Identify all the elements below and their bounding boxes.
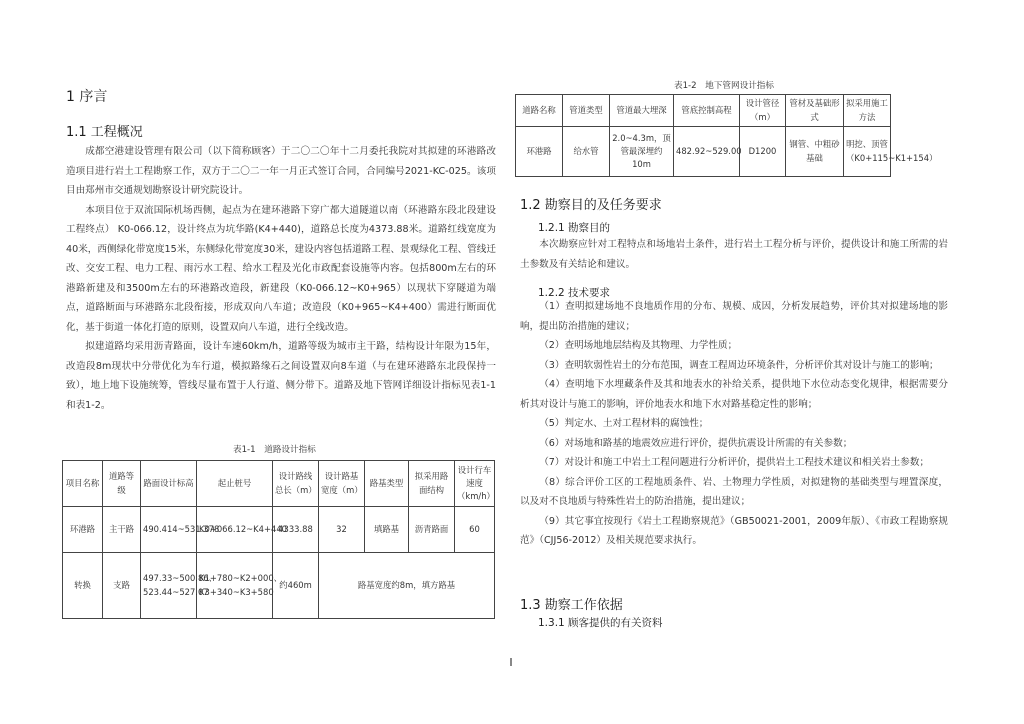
table-cell: 给水管 xyxy=(563,127,610,177)
table-cell: 明挖、顶管（K0+115~K1+154） xyxy=(844,127,891,177)
table-cell-merged: 路基宽度约8m，填方路基 xyxy=(319,553,495,619)
requirement-item: （2）查明场地地层结构及其物理、力学性质； xyxy=(539,340,738,351)
section-heading-1-1: 1.1 工程概况 xyxy=(66,125,143,140)
table-cell: 490.414~531.378 xyxy=(141,507,197,553)
header-cell: 拟采用施工方法 xyxy=(844,95,891,127)
purpose-paragraph: 本次勘察应针对工程特点和场地岩土条件，进行岩土工程分析与评价，提供设计和施工所需的岩土参数及有关结论和建议。 xyxy=(520,239,948,270)
section-heading-1: 1 序言 xyxy=(66,89,108,105)
requirement-item: （4）查明地下水埋藏条件及其和地表水的补给关系，提供地下水位动态变化规律，根据需要分析其对设计与施工的影响，评价地表水和地下水对路基稳定性的影响； xyxy=(520,379,948,410)
table-cell: 转换 xyxy=(63,553,103,619)
pipe-design-table xyxy=(515,94,938,177)
table-cell: 4333.88 xyxy=(273,507,319,553)
table-cell: D1200 xyxy=(740,127,786,177)
requirement-item: （1）查明拟建场地不良地质作用的分布、规模、成因，分析发展趋势，评价其对拟建场地的影响，提出防治措施的建议； xyxy=(520,301,948,332)
requirement-item: （9）其它事宜按现行《岩土工程勘察规范》（GB50021-2001，2009年版）、《市政工程勘察规范》（CJJ56-2012）及相关规范要求执行。 xyxy=(520,515,948,546)
header-cell: 管底控制高程 xyxy=(674,95,740,127)
table-cell: 钢管、中粗砂基础 xyxy=(786,127,844,177)
table-row xyxy=(63,507,495,553)
table-cell: 沥青路面 xyxy=(409,507,455,553)
table-1-1-caption: 表1-1 道路设计指标 xyxy=(233,445,316,455)
section-heading-1-3: 1.3 勘察工作依据 xyxy=(520,598,623,613)
table-header-row xyxy=(63,461,495,507)
table-cell: 支路 xyxy=(103,553,141,619)
table-cell: K0+066.12~K4+440 xyxy=(197,507,273,553)
table-cell: 主干路 xyxy=(103,507,141,553)
requirement-item: （5）判定水、土对工程材料的腐蚀性； xyxy=(539,418,709,429)
header-cell: 起止桩号 xyxy=(197,461,273,507)
section-heading-1-2: 1.2 勘察目的及任务要求 xyxy=(520,198,662,213)
header-cell: 路面设计标高 xyxy=(141,461,197,507)
paragraph-3: 拟建道路均采用沥青路面，设计车速60km/h，道路等级为城市主干路，结构设计年限为15年，改造段8m现状中分带优化为车行道，模拟路缘石之间设置双向8车道（与在建环港路东北段保持一致），地上地下设施统筹，管线尽量布置于人行道、侧分带下。道路及地下管网详细设计指标见表1-1和表1-2。 xyxy=(66,341,496,411)
header-cell: 管道最大埋深 xyxy=(610,95,674,127)
table-cell: 填路基 xyxy=(365,507,409,553)
header-cell: 道路等级 xyxy=(103,461,141,507)
header-cell: 设计路基宽度（m） xyxy=(319,461,365,507)
table-header-row xyxy=(516,95,891,127)
right-page xyxy=(512,0,1024,724)
header-cell: 管道类型 xyxy=(563,95,610,127)
requirement-item: （8）综合评价工区的工程地质条件、岩、土物理力学性质，对拟建物的基础类型与埋置深度，以及对不良地质与特殊性岩土的防治措施，提出建议； xyxy=(520,476,948,507)
table-cell: 环港路 xyxy=(63,507,103,553)
table-cell: 约460m xyxy=(273,553,319,619)
requirement-item: （3）查明软弱性岩土的分布范围，调查工程周边环境条件，分析评价其对设计与施工的影响； xyxy=(539,359,939,371)
paragraph-2: 本项目位于双流国际机场西侧，起点为在建环港路下穿广都大道隧道以南（环港路东段北段建设工程终点） K0-066.12，设计终点为坑华路(K4+440)，道路总长度为4373.88米。道路红线宽度为40米，西侧绿化带宽度15米，东侧绿化带宽度30米，建设内容包括道路工程、景观绿化工程、管线迁改、交安工程、电力工程、雨污水工程、给水工程及光化市政配套设施等内容。包括800m左右的环港路新建及和3500m左右的环港路改造段，新建段（K0-066.12~K0+965）以现状下穿隧道为端点，道路断面与环港路东北段衔接，形成双向八车道；改造段（K0+965~K4+400）需进行断面优化，基于街道一体化打造的原则，设置双向八车道，进行全线改造。 xyxy=(66,204,496,333)
header-cell: 设计行车速度（km/h） xyxy=(455,461,495,507)
header-cell: 路基类型 xyxy=(365,461,409,507)
table-cell: 497.33~500.86、523.44~527.07 xyxy=(141,553,197,619)
requirement-item: （6）对场地和路基的地震效应进行评价，提供抗震设计所需的有关参数； xyxy=(539,437,853,449)
section-heading-1-2-2: 1.2.2 技术要求 xyxy=(538,287,611,299)
table-cell: 32 xyxy=(319,507,365,553)
header-cell: 拟采用路面结构 xyxy=(409,461,455,507)
table-cell: 2.0~4.3m，顶管最深埋约10m xyxy=(610,127,674,177)
table-cell: K1+780~K2+000、K3+340~K3+580 xyxy=(197,553,273,619)
paragraph-1: 成都空港建设管理有限公司（以下简称顾客）于二〇二〇年十二月委托我院对其拟建的环港路改造项目进行岩土工程勘察工作，双方于二〇二一年一月正式签订合同，合同编号2021-KC-025。该项目由郑州市交通规划勘察设计研究院设计。 xyxy=(66,146,496,196)
table-cell: 环港路 xyxy=(516,127,563,177)
road-design-table xyxy=(62,460,495,619)
requirement-item: （7）对设计和施工中岩土工程问题进行分析评价，提供岩土工程技术建议和相关岩土参数； xyxy=(539,457,930,468)
table-row xyxy=(63,553,495,619)
table-cell: 482.92~529.00 xyxy=(674,127,740,177)
header-cell: 设计路线总长（m） xyxy=(273,461,319,507)
table-1-2-caption: 表1-2 地下管网设计指标 xyxy=(674,81,774,91)
header-cell: 设计管径（m） xyxy=(740,95,786,127)
header-cell: 管材及基础形式 xyxy=(786,95,844,127)
section-heading-1-3-1: 1.3.1 顾客提供的有关资料 xyxy=(538,617,663,629)
header-cell: 道路名称 xyxy=(516,95,563,127)
header-cell: 项目名称 xyxy=(63,461,103,507)
requirements-list xyxy=(520,297,948,551)
purpose-text xyxy=(520,235,948,274)
section-heading-1-2-1: 1.2.1 勘察目的 xyxy=(538,222,611,234)
table-cell: 60 xyxy=(455,507,495,553)
left-body-text xyxy=(66,142,496,415)
table-row xyxy=(516,127,891,177)
